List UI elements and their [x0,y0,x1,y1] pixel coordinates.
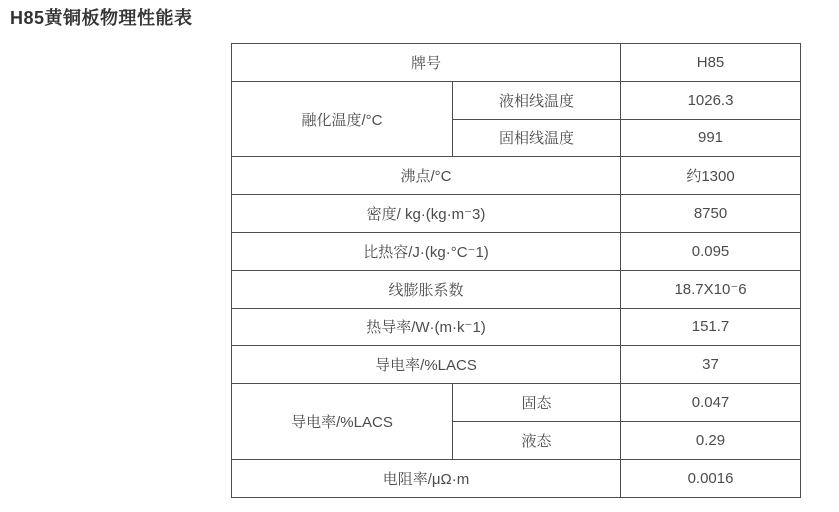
row-sublabel: 固态 [453,384,621,422]
row-value: 约1300 [621,157,801,195]
row-sublabel: 固相线温度 [453,119,621,157]
row-value: 0.095 [621,232,801,270]
row-label: 比热容/J·(kg·°C⁻1) [232,232,621,270]
table-row [232,459,801,497]
row-label: 沸点/°C [232,157,621,195]
row-label: 热导率/W·(m·k⁻1) [232,308,621,346]
row-value: 0.29 [621,421,801,459]
table-row [232,157,801,195]
row-value: 18.7X10⁻6 [621,270,801,308]
table-row [232,384,801,422]
row-sublabel: 液相线温度 [453,81,621,119]
row-sublabel: 液态 [453,421,621,459]
row-value: 0.0016 [621,459,801,497]
row-value: 151.7 [621,308,801,346]
row-value: 0.047 [621,384,801,422]
row-label: 导电率/%LACS [232,384,453,460]
row-label: 牌号 [232,44,621,82]
table-row [232,44,801,82]
table-row [232,346,801,384]
row-label: 导电率/%LACS [232,346,621,384]
table-row [232,81,801,119]
row-label: 密度/ kg·(kg·m⁻3) [232,195,621,233]
row-value: 37 [621,346,801,384]
table-row [232,232,801,270]
row-label: 线膨胀系数 [232,270,621,308]
row-label: 融化温度/°C [232,81,453,157]
row-label: 电阻率/μΩ·m [232,459,621,497]
row-value: 1026.3 [621,81,801,119]
table-row [232,195,801,233]
row-value: 991 [621,119,801,157]
row-value: 8750 [621,195,801,233]
row-value: H85 [621,44,801,82]
properties-table [231,43,801,498]
table-row [232,270,801,308]
table-row [232,308,801,346]
page-title: H85黄铜板物理性能表 [10,8,193,28]
